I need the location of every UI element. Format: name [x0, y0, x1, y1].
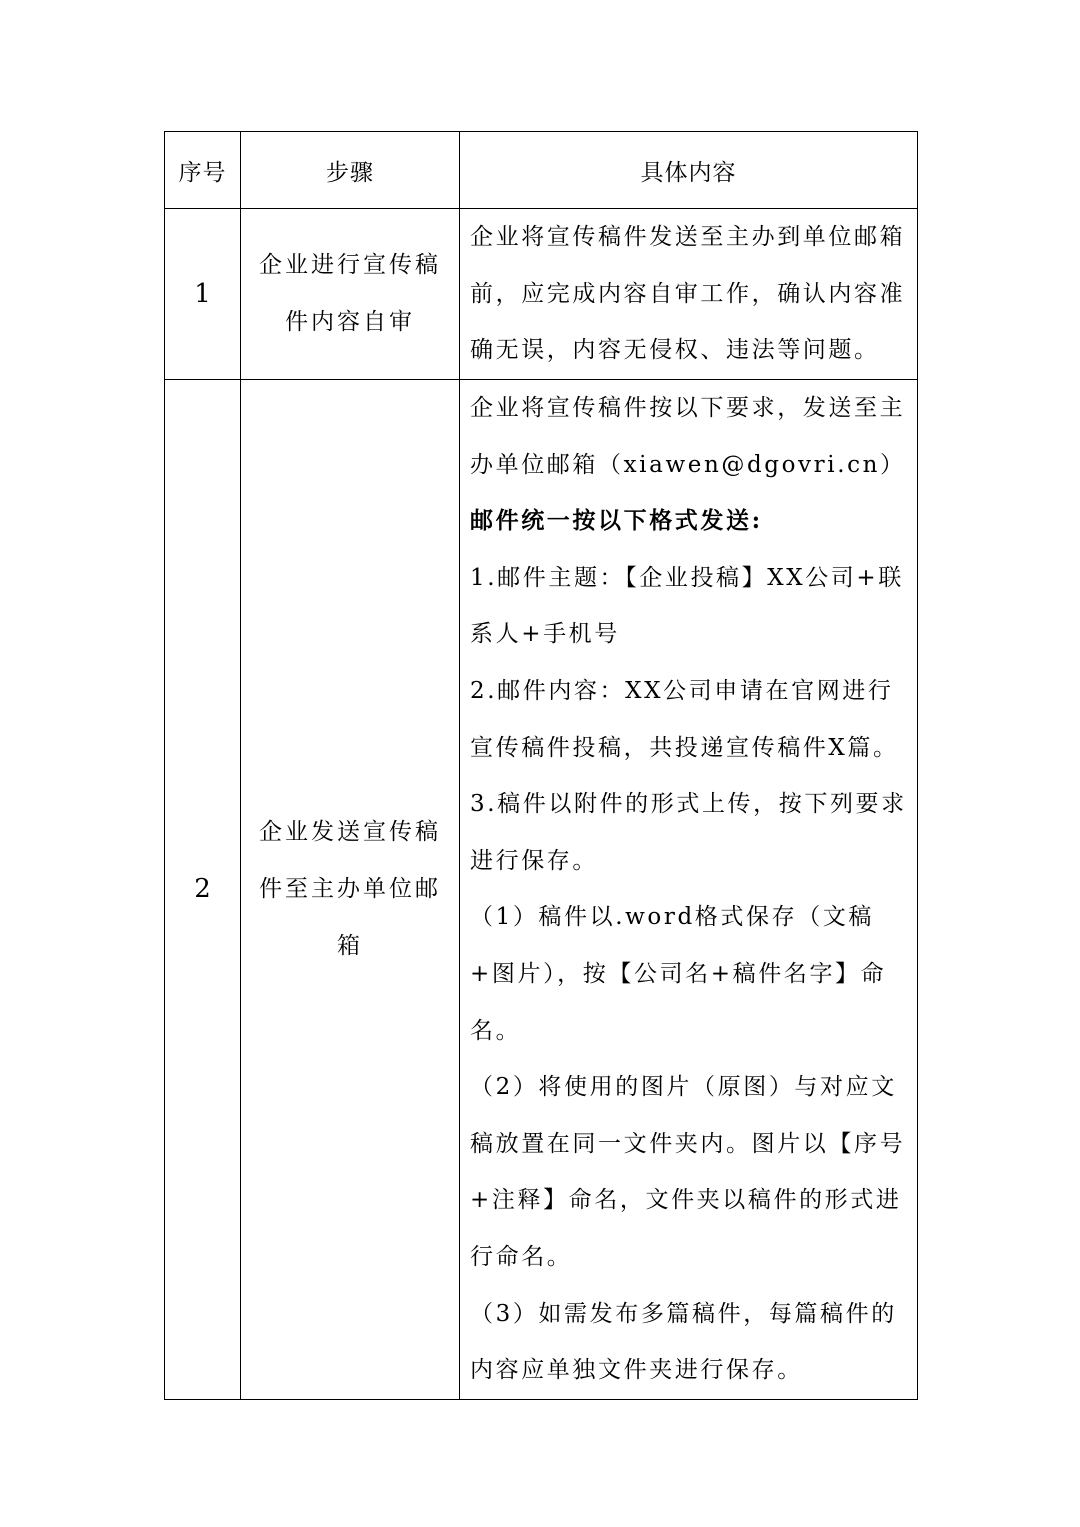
table-row — [165, 209, 918, 380]
row-number: 1 — [165, 209, 241, 380]
content-paragraph: 1.邮件主题：【企业投稿】XX公司+联系人+手机号 — [470, 564, 904, 648]
header-serial-number: 序号 — [165, 132, 241, 209]
table-header-row — [165, 132, 918, 209]
content-format-heading: 邮件统一按以下格式发送: — [470, 507, 763, 535]
row-step: 企业进行宣传稿件内容自审 — [241, 209, 460, 380]
row-number: 2 — [165, 380, 241, 1400]
row-content — [460, 380, 918, 1400]
content-paragraph: （1）稿件以.word格式保存（文稿+图片），按【公司名+稿件名字】命名。 — [470, 904, 887, 1044]
table-row — [165, 380, 918, 1400]
content-paragraph: 3.稿件以附件的形式上传，按下列要求进行保存。 — [470, 791, 907, 874]
content-paragraph: 企业将宣传稿件发送至主办到单位邮箱前，应完成内容自审工作，确认内容准确无误，内容无侵权、违法等问题。 — [470, 224, 906, 364]
content-paragraph: （2）将使用的图片（原图）与对应文稿放置在同一文件夹内。图片以【序号+注释】命名，文件夹以稿件的形式进行命名。 — [470, 1074, 906, 1270]
content-paragraph: 2.邮件内容：XX公司申请在官网进行宣传稿件投稿，共投递宣传稿件X篇。 — [470, 677, 899, 761]
row-content — [460, 209, 918, 380]
header-content: 具体内容 — [460, 132, 918, 209]
content-paragraph: 企业将宣传稿件按以下要求，发送至主办单位邮箱（xiawen@dgovri.cn） — [470, 395, 906, 478]
procedure-table — [164, 131, 918, 1400]
row-step: 企业发送宣传稿件至主办单位邮箱 — [241, 380, 460, 1400]
header-step: 步骤 — [241, 132, 460, 209]
content-paragraph: （3）如需发布多篇稿件，每篇稿件的内容应单独文件夹进行保存。 — [470, 1300, 897, 1384]
